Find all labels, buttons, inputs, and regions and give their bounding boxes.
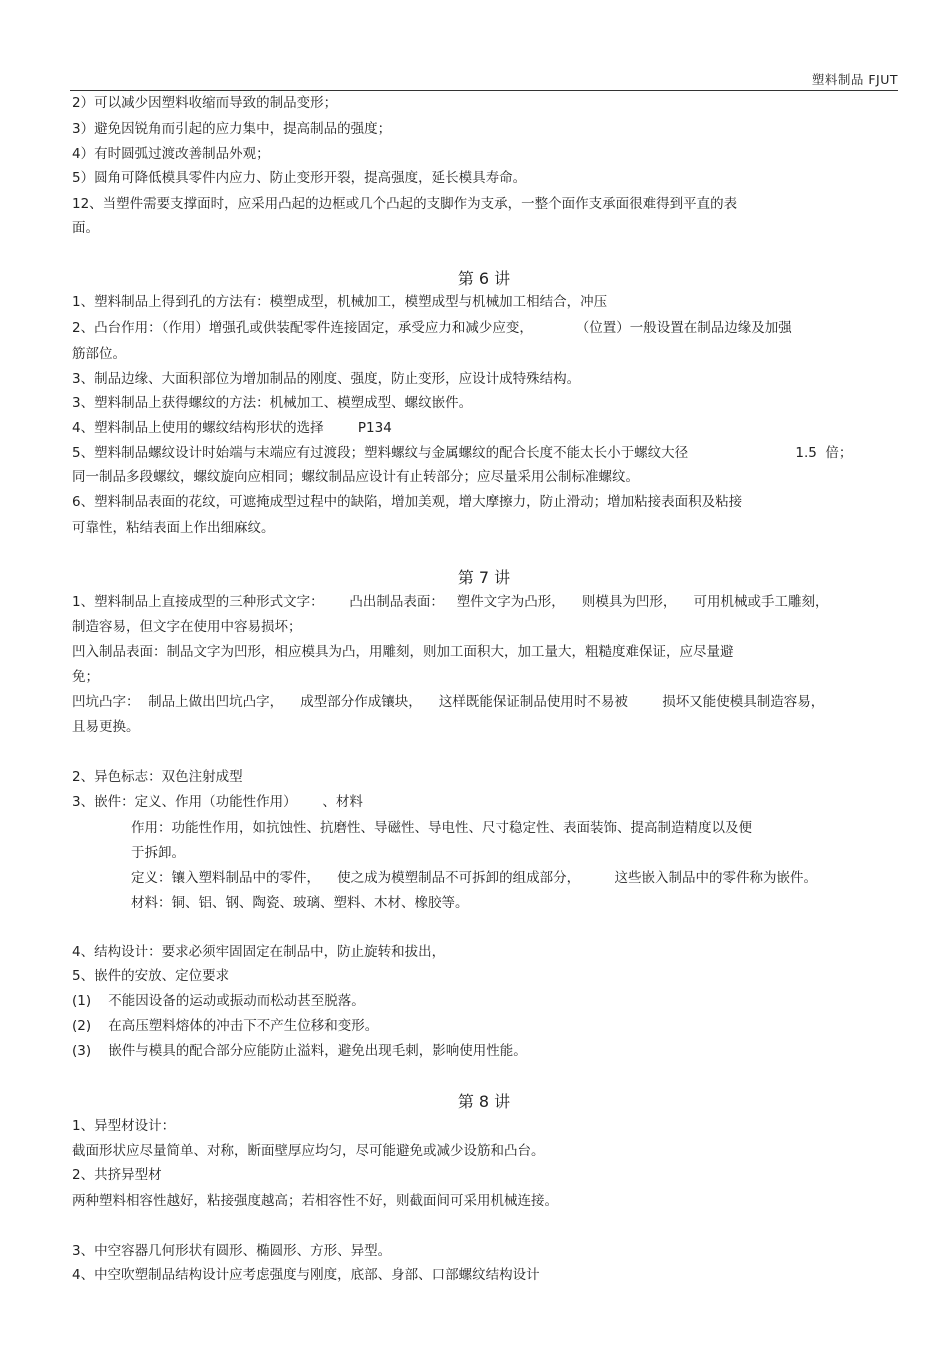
lecture-6-line-2a: 2、凸台作用：（作用）增强孔或供装配零件连接固定，承受应力和减少应变， （位置）一般设置在制品边缘及加强 [72,320,792,336]
lecture-6-line-6a: 6、塑料制品表面的花纹，可遮掩成型过程中的缺陷，增加美观，增大摩擦力，防止滑动；增加粘接表面积及粘接 [72,494,743,510]
lecture-7-line-1e: 凹坑凸字： 制品上做出凹坑凸字， 成型部分作成镶块， 这样既能保证制品使用时不易被 损坏又能使模具制造容易， [72,694,825,710]
lecture-6-line-3a: 3、制品边缘、大面积部位为增加制品的刚度、强度，防止变形，应设计成特殊结构。 [72,371,581,387]
lecture-6-heading: 第 6 讲 [457,269,511,288]
intro-line-5: 5）圆角可降低模具零件内应力、防止变形开裂，提高强度，延长模具寿命。 [72,170,527,186]
intro-line-4: 4）有时圆弧过渡改善制品外观； [72,146,270,162]
lecture-7-line-1b: 制造容易，但文字在使用中容易损坏； [72,619,302,635]
lecture-8-line-2b: 两种塑料相容性越好，粘接强度越高；若相容性不好，则截面间可采用机械连接。 [72,1193,558,1209]
lecture-8-line-1b: 截面形状应尽量简单、对称，断面壁厚应均匀，尽可能避免或减少设筋和凸台。 [72,1143,545,1159]
lecture-8-line-4: 4、中空吹塑制品结构设计应考虑强度与刚度，底部、身部、口部螺纹结构设计 [72,1267,540,1283]
lecture-8-heading: 第 8 讲 [457,1092,511,1111]
inserts-materials: 材料：铜、铝、钢、陶瓷、玻璃、塑料、木材、橡胶等。 [131,895,469,911]
intro-line-2: 2）可以减少因塑料收缩而导致的制品变形； [72,95,338,111]
lecture-7-line-4: 4、结构设计：要求必须牢固固定在制品中，防止旋转和拔出， [72,944,446,960]
placement-requirement-2: (2) 在高压塑料熔体的冲击下不产生位移和变形。 [72,1018,379,1034]
intro-line-12a: 12、当塑件需要支撑面时，应采用凸起的边框或几个凸起的支脚作为支承，一整个面作支承面很难得到平直的表 [72,196,738,212]
lecture-6-line-5a: 5、塑料制品螺纹设计时始端与末端应有过渡段；塑料螺纹与金属螺纹的配合长度不能太长小于螺纹大径 1.5 倍； [72,445,853,461]
lecture-6-line-2b: 筋部位。 [72,346,126,362]
placement-requirement-1: (1) 不能因设备的运动或振动而松动甚至脱落。 [72,993,365,1009]
lecture-6-line-1: 1、塑料制品上得到孔的方法有：模塑成型，机械加工，模塑成型与机械加工相结合，冲压 [72,294,608,310]
intro-line-12b: 面。 [72,220,99,236]
lecture-6-line-3b: 3、塑料制品上获得螺纹的方法：机械加工、模塑成型、螺纹嵌件。 [72,395,473,411]
lecture-7-line-1d: 免； [72,669,99,685]
intro-line-3: 3）避免因锐角而引起的应力集中，提高制品的强度； [72,121,392,137]
placement-requirement-3: (3) 嵌件与模具的配合部分应能防止溢料，避免出现毛刺，影响使用性能。 [72,1043,527,1059]
lecture-7-line-5: 5、嵌件的安放、定位要求 [72,968,230,984]
header-divider [70,90,898,91]
lecture-7-line-2: 2、异色标志：双色注射成型 [72,769,243,785]
lecture-7-line-1a: 1、塑料制品上直接成型的三种形式文字： 凸出制品表面： 塑件文字为凸形， 则模具为凹形， 可用机械或手工雕刻， [72,594,829,610]
lecture-6-line-4: 4、塑料制品上使用的螺纹结构形状的选择 P134 [72,420,392,436]
lecture-7-line-3: 3、嵌件：定义、作用（功能性作用） 、材料 [72,794,363,810]
lecture-8-line-2: 2、共挤异型材 [72,1167,162,1183]
inserts-function-line-1: 作用：功能性作用，如抗蚀性、抗磨性、导磁性、导电性、尺寸稳定性、表面装饰、提高制造精度以及便 [131,820,752,836]
lecture-7-heading: 第 7 讲 [457,568,511,587]
lecture-7-line-1c: 凹入制品表面：制品文字为凹形，相应模具为凸，用雕刻，则加工面积大，加工量大，粗糙度难保证，应尽量避 [72,644,734,660]
inserts-function-line-2: 于拆卸。 [131,845,185,861]
lecture-6-line-5b: 同一制品多段螺纹，螺纹旋向应相同；螺纹制品应设计有止转部分；应尽量采用公制标准螺纹。 [72,469,639,485]
lecture-8-line-3: 3、中空容器几何形状有圆形、椭圆形、方形、异型。 [72,1243,392,1259]
lecture-8-line-1: 1、异型材设计： [72,1118,176,1134]
lecture-6-line-6b: 可靠性，粘结表面上作出细麻纹。 [72,520,275,536]
page-header: 塑料制品 FJUT [811,72,898,87]
lecture-7-line-1f: 且易更换。 [72,719,140,735]
inserts-definition: 定义：镶入塑料制品中的零件， 使之成为模塑制品不可拆卸的组成部分， 这些嵌入制品中的零件称为嵌件。 [131,870,817,886]
